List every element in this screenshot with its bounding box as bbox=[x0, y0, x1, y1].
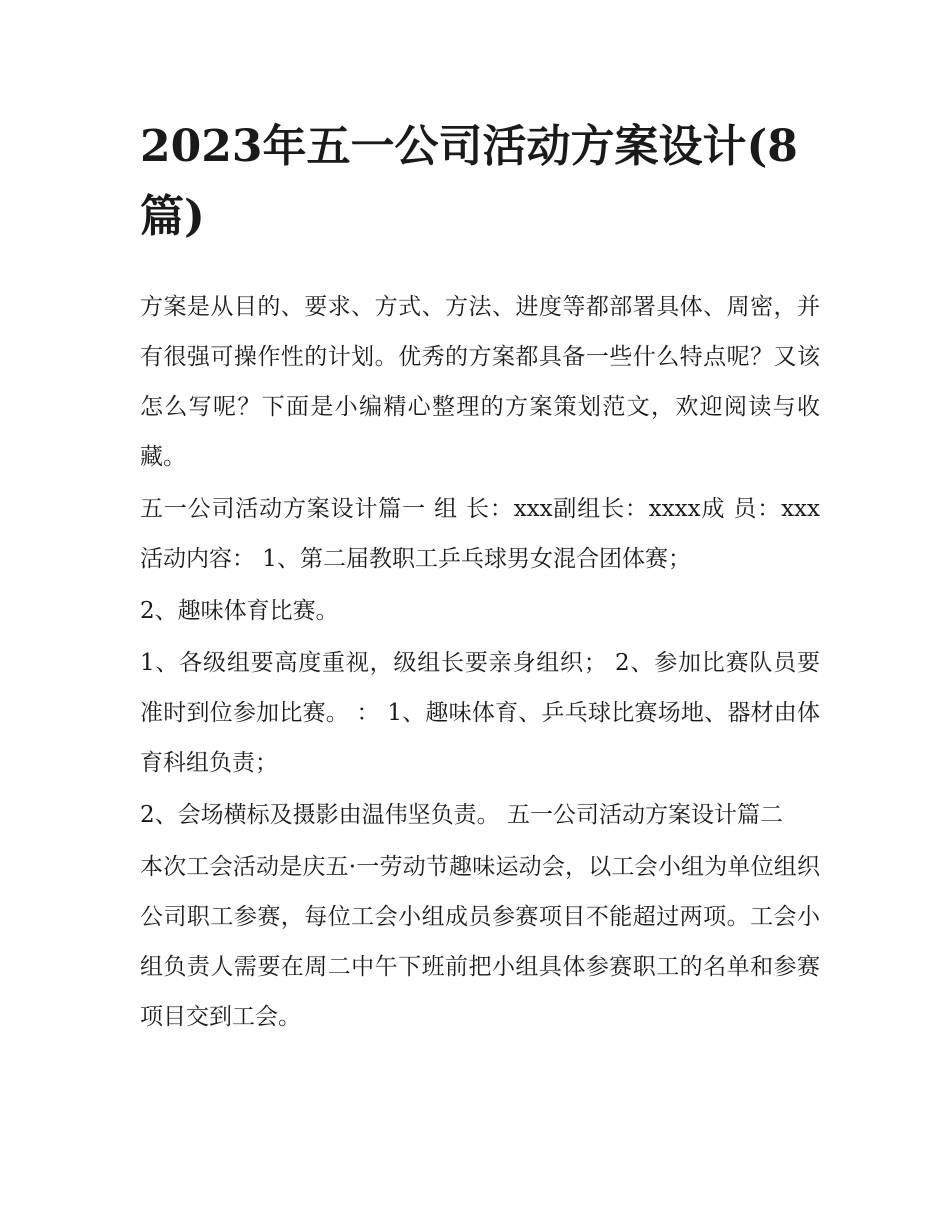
intro-paragraph: 方案是从目的、要求、方式、方法、进度等都部署具体、周密，并有很强可操作性的计划。优秀的方案都具备一些什么特点呢？又该怎么写呢？下面是小编精心整理的方案策划范文，欢迎阅读与收藏。 bbox=[140, 294, 820, 470]
requirements-paragraph: 1、各级组要高度重视，级组长要亲身组织； 2、参加比赛队员要准时到位参加比赛。 ： 1、趣味体育、乒乓球比赛场地、器材由体育科组负责； bbox=[140, 650, 820, 776]
document-title: 2023年五一公司活动方案设计(8篇) bbox=[140, 121, 798, 242]
document-page bbox=[140, 112, 820, 1044]
section-two-paragraph: 本次工会活动是庆五·一劳动节趣味运动会，以工会小组为单位组织公司职工参赛，每位工会小组成员参赛项目不能超过两项。工会小组负责人需要在周二中午下班前把小组具体参赛职工的名单和参赛项目交到工会。 bbox=[140, 854, 820, 1030]
activity-item-paragraph: 2、趣味体育比赛。 bbox=[140, 598, 339, 624]
responsibility-paragraph: 2、会场横标及摄影由温伟坚负责。 五一公司活动方案设计篇二 bbox=[140, 802, 783, 828]
section-one-paragraph: 五一公司活动方案设计篇一 组 长：xxx副组长：xxxx成 员：xxx活动内容： 1、第二届教职工乒乓球男女混合团体赛； bbox=[140, 496, 820, 572]
